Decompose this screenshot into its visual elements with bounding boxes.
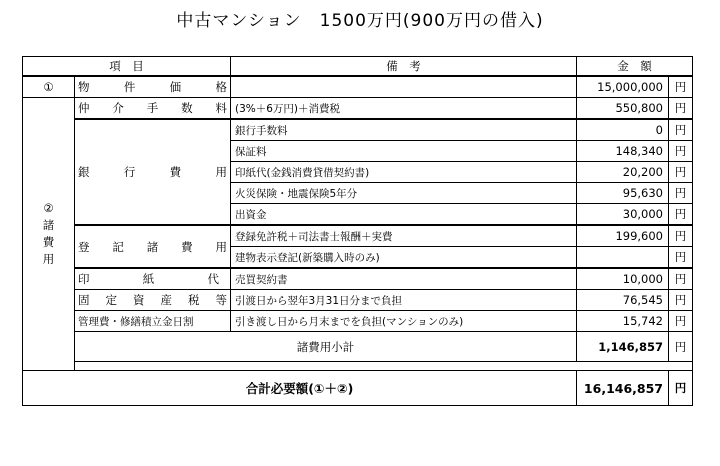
ginko-remarks-3: 火災保険・地震保険5年分 [231, 183, 577, 204]
chukai-amount: 550,800 [577, 98, 669, 120]
page-title: 中古マンション 1500万円(900万円の借入) [176, 11, 544, 31]
kanri-amount: 15,742 [577, 311, 669, 332]
row-management-fee [23, 311, 693, 332]
toki-remarks-1: 建物表示登記(新築購入時のみ) [231, 247, 577, 269]
row-registration [23, 225, 693, 247]
kotei-item: 固 定 資 産 税 等 [75, 290, 231, 311]
total-label: 合計必要額(①＋②) [23, 371, 577, 406]
ginko-amount-3: 95,630 [577, 183, 669, 204]
ginko-amount-0: 0 [577, 119, 669, 141]
row1-amount: 15,000,000 [577, 76, 669, 98]
kanri-item: 管理費・修繕積立金日割 [75, 311, 231, 332]
row1-item: 物 件 価 格 [75, 76, 231, 98]
total-unit: 円 [669, 371, 693, 406]
ginko-amount-4: 30,000 [577, 204, 669, 226]
ginko-amount-1: 148,340 [577, 141, 669, 162]
header-remarks: 備 考 [231, 57, 577, 77]
inshi-amount: 10,000 [577, 268, 669, 290]
row-brokerage [23, 98, 693, 120]
ginko-unit-3: 円 [669, 183, 693, 204]
row1-number: ① [23, 76, 75, 98]
chukai-item: 仲 介 手 数 料 [75, 98, 231, 120]
row-property-tax [23, 290, 693, 311]
ginko-unit-1: 円 [669, 141, 693, 162]
subtotal-unit: 円 [669, 332, 693, 362]
row-stamp-duty [23, 268, 693, 290]
section2-label: ② 諸 費 用 [23, 98, 75, 371]
inshi-unit: 円 [669, 268, 693, 290]
chukai-remarks: (3%＋6万円)＋消費税 [231, 98, 577, 120]
subtotal-label: 諸費用小計 [75, 332, 577, 362]
kanri-remarks: 引き渡し日から月末までを負担(マンションのみ) [231, 311, 577, 332]
ginko-item: 銀 行 費 用 [75, 119, 231, 225]
cost-table [22, 56, 693, 406]
ginko-amount-2: 20,200 [577, 162, 669, 183]
header-amount: 金 額 [577, 57, 693, 77]
kotei-unit: 円 [669, 290, 693, 311]
row-subtotal [23, 332, 693, 362]
ginko-remarks-1: 保証料 [231, 141, 577, 162]
spacer-row [23, 362, 693, 371]
row-property-price [23, 76, 693, 98]
toki-amount-0: 199,600 [577, 225, 669, 247]
row-total [23, 371, 693, 406]
ginko-remarks-0: 銀行手数料 [231, 119, 577, 141]
toki-item: 登 記 諸 費 用 [75, 225, 231, 268]
toki-remarks-0: 登録免許税＋司法書士報酬＋実費 [231, 225, 577, 247]
toki-amount-1 [577, 247, 669, 269]
row1-unit: 円 [669, 76, 693, 98]
toki-unit-0: 円 [669, 225, 693, 247]
toki-unit-1: 円 [669, 247, 693, 269]
total-amount: 16,146,857 [577, 371, 669, 406]
kanri-unit: 円 [669, 311, 693, 332]
table-header-row [23, 57, 693, 77]
subtotal-amount: 1,146,857 [577, 332, 669, 362]
chukai-unit: 円 [669, 98, 693, 120]
ginko-unit-4: 円 [669, 204, 693, 226]
ginko-unit-0: 円 [669, 119, 693, 141]
kotei-remarks: 引渡日から翌年3月31日分まで負担 [231, 290, 577, 311]
kotei-amount: 76,545 [577, 290, 669, 311]
ginko-remarks-2: 印紙代(金銭消費貸借契約書) [231, 162, 577, 183]
row-bank-fee [23, 119, 693, 141]
ginko-unit-2: 円 [669, 162, 693, 183]
row1-remarks [231, 76, 577, 98]
inshi-item: 印 紙 代 [75, 268, 231, 290]
ginko-remarks-4: 出資金 [231, 204, 577, 226]
inshi-remarks: 売買契約書 [231, 268, 577, 290]
header-item: 項 目 [23, 57, 231, 77]
